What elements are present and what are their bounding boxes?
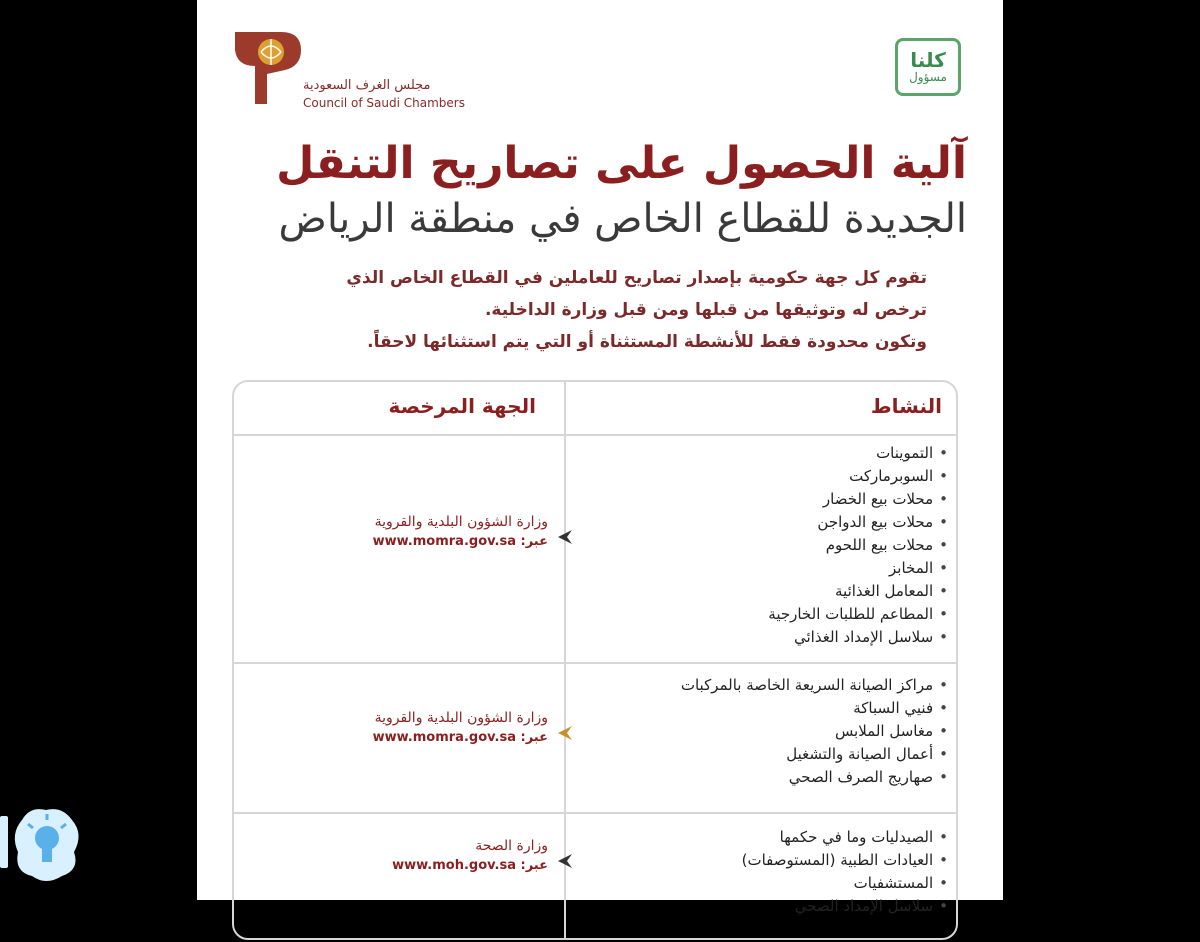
lightbulb-watermark-icon <box>0 800 90 890</box>
activity-item: • التموينات <box>768 442 948 465</box>
kulluna-masool-badge <box>895 38 961 96</box>
permits-table <box>232 380 958 940</box>
table-row <box>234 812 956 942</box>
activity-item: • محلات بيع الدواجن <box>768 511 948 534</box>
activity-list <box>768 442 948 649</box>
activity-item: • محلات بيع الخضار <box>768 488 948 511</box>
authority-name: وزارة الشؤون البلدية والقروية <box>374 514 548 530</box>
chambers-name-ar: مجلس الغرف السعودية <box>303 78 431 93</box>
activity-item: • فنيي السباكة <box>681 697 948 720</box>
arrow-left-icon <box>556 724 574 742</box>
table-header <box>234 382 956 436</box>
activity-item: • الصيدليات وما في حكمها <box>742 826 948 849</box>
activity-item: • مراكز الصيانة السريعة الخاصة بالمركبات <box>681 674 948 697</box>
column-header-authority: الجهة المرخصة <box>388 394 536 418</box>
column-header-activity: النشاط <box>870 394 942 418</box>
intro-line: ترخص له وتوثيقها من قبلها ومن قبل وزارة الداخلية. <box>484 300 927 320</box>
authority-url[interactable]: عبر: www.momra.gov.sa <box>372 534 548 549</box>
page-title: آلية الحصول على تصاريح التنقل <box>276 138 967 189</box>
chambers-name-en: Council of Saudi Chambers <box>303 96 465 110</box>
activity-item: • محلات بيع اللحوم <box>768 534 948 557</box>
intro-paragraph <box>227 262 927 358</box>
badge-line1: كلنا <box>910 48 946 72</box>
intro-line: تقوم كل جهة حكومية بإصدار تصاريح للعاملين في القطاع الخاص الذي <box>346 268 927 288</box>
arrow-left-icon <box>556 528 574 546</box>
activity-item: • سلاسل الإمداد الغذائي <box>768 626 948 649</box>
authority-cell <box>318 512 548 552</box>
infographic-document <box>197 0 1003 915</box>
activity-list <box>681 674 948 789</box>
authority-cell <box>318 708 548 748</box>
authority-name: وزارة الصحة <box>475 838 548 854</box>
activity-item: • السوبرماركت <box>768 465 948 488</box>
badge-line2: مسؤول <box>909 70 947 84</box>
activity-item: • المخابز <box>768 557 948 580</box>
activity-item: • أعمال الصيانة والتشغيل <box>681 743 948 766</box>
activity-item: • العيادات الطبية (المستوصفات) <box>742 849 948 872</box>
lightbulb-icon <box>0 800 90 890</box>
chambers-emblem-icon <box>227 26 307 106</box>
arrow-left-icon <box>556 852 574 870</box>
authority-url[interactable]: عبر: www.momra.gov.sa <box>372 730 548 745</box>
activity-item: • سلاسل الإمداد الصحي <box>742 895 948 918</box>
table-row <box>234 434 956 664</box>
activity-item: • المستشفيات <box>742 872 948 895</box>
activity-item: • المطاعم للطلبات الخارجية <box>768 603 948 626</box>
authority-url[interactable]: عبر: www.moh.gov.sa <box>392 858 548 873</box>
activity-item: • مغاسل الملابس <box>681 720 948 743</box>
page-subtitle: الجديدة للقطاع الخاص في منطقة الرياض <box>278 196 967 242</box>
intro-line: وتكون محدودة فقط للأنشطة المستثناة أو التي يتم استثنائها لاحقاً. <box>367 332 927 352</box>
activity-item: • المعامل الغذائية <box>768 580 948 603</box>
activity-list <box>742 826 948 918</box>
saudi-chambers-logo <box>227 26 465 116</box>
activity-item: • صهاريج الصرف الصحي <box>681 766 948 789</box>
table-row <box>234 662 956 814</box>
authority-cell <box>318 836 548 876</box>
authority-name: وزارة الشؤون البلدية والقروية <box>374 710 548 726</box>
